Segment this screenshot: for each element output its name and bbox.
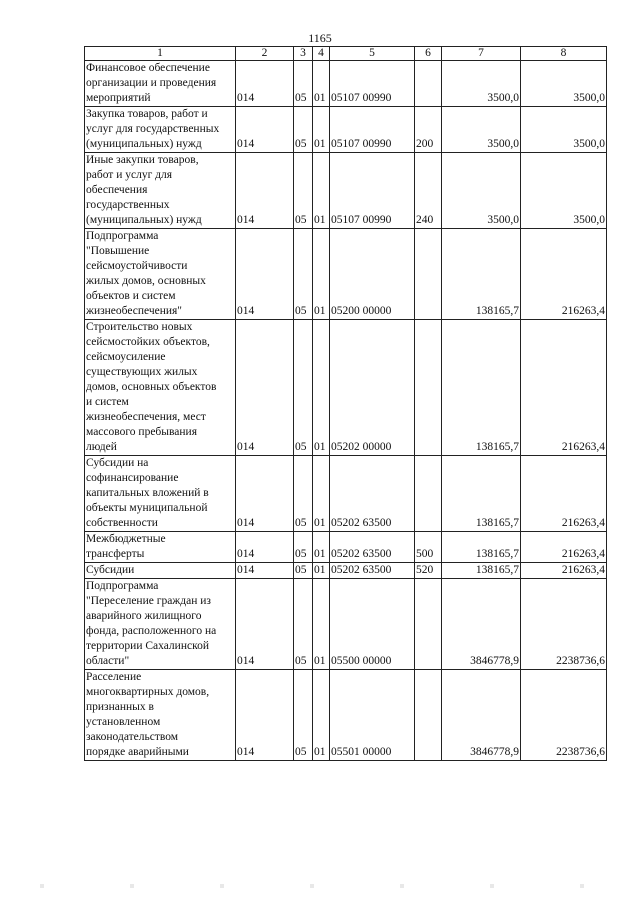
row-name-cell: Подпрограмма "Переселение граждан из аварийного жилищного фонда, расположенного на территории Сахалинской области" bbox=[85, 579, 236, 670]
row-target-cell: 05501 00000 bbox=[330, 670, 415, 761]
row-amount-1-cell: 3500,0 bbox=[442, 61, 521, 107]
header-cell-4: 4 bbox=[313, 47, 330, 61]
row-name-cell: Закупка товаров, работ и услуг для государственных (муниципальных) нужд bbox=[85, 107, 236, 153]
row-amount-1-cell: 3500,0 bbox=[442, 107, 521, 153]
row-code-cell: 014 bbox=[236, 153, 294, 229]
table-row bbox=[85, 670, 607, 761]
row-target-cell: 05107 00990 bbox=[330, 61, 415, 107]
row-code-cell: 014 bbox=[236, 456, 294, 532]
row-subsection-cell: 01 bbox=[313, 61, 330, 107]
row-target-cell: 05202 63500 bbox=[330, 563, 415, 579]
budget-table bbox=[84, 46, 607, 761]
table-header-row bbox=[85, 47, 607, 61]
row-amount-2-cell: 2238736,6 bbox=[521, 579, 607, 670]
row-section-cell: 05 bbox=[294, 579, 313, 670]
row-name-cell: Межбюджетные трансферты bbox=[85, 532, 236, 563]
table-row bbox=[85, 320, 607, 456]
row-type-cell: 200 bbox=[415, 107, 442, 153]
row-amount-2-cell: 216263,4 bbox=[521, 456, 607, 532]
row-section-cell: 05 bbox=[294, 532, 313, 563]
table-row bbox=[85, 456, 607, 532]
row-target-cell: 05200 00000 bbox=[330, 229, 415, 320]
table-row bbox=[85, 229, 607, 320]
header-cell-2: 2 bbox=[236, 47, 294, 61]
row-subsection-cell: 01 bbox=[313, 563, 330, 579]
row-code-cell: 014 bbox=[236, 61, 294, 107]
row-section-cell: 05 bbox=[294, 563, 313, 579]
header-cell-1: 1 bbox=[85, 47, 236, 61]
row-target-cell: 05500 00000 bbox=[330, 579, 415, 670]
row-amount-1-cell: 3500,0 bbox=[442, 153, 521, 229]
row-section-cell: 05 bbox=[294, 107, 313, 153]
header-cell-8: 8 bbox=[521, 47, 607, 61]
row-amount-2-cell: 216263,4 bbox=[521, 563, 607, 579]
row-subsection-cell: 01 bbox=[313, 670, 330, 761]
row-name-cell: Иные закупки товаров, работ и услуг для обеспечения государственных (муниципальных) нужд bbox=[85, 153, 236, 229]
row-name-cell: Субсидии на софинансирование капитальных вложений в объекты муниципальной собственности bbox=[85, 456, 236, 532]
row-code-cell: 014 bbox=[236, 229, 294, 320]
page-number: 1165 bbox=[308, 31, 332, 45]
row-section-cell: 05 bbox=[294, 670, 313, 761]
row-amount-2-cell: 3500,0 bbox=[521, 107, 607, 153]
table-row bbox=[85, 579, 607, 670]
row-section-cell: 05 bbox=[294, 456, 313, 532]
row-name-cell: Субсидии bbox=[85, 563, 236, 579]
header-cell-6: 6 bbox=[415, 47, 442, 61]
row-target-cell: 05202 00000 bbox=[330, 320, 415, 456]
row-subsection-cell: 01 bbox=[313, 456, 330, 532]
row-amount-2-cell: 216263,4 bbox=[521, 229, 607, 320]
row-target-cell: 05107 00990 bbox=[330, 107, 415, 153]
row-code-cell: 014 bbox=[236, 107, 294, 153]
row-amount-2-cell: 3500,0 bbox=[521, 153, 607, 229]
row-subsection-cell: 01 bbox=[313, 107, 330, 153]
row-amount-2-cell: 216263,4 bbox=[521, 320, 607, 456]
row-name-cell: Подпрограмма "Повышение сейсмоустойчивости жилых домов, основных объектов и систем жизнеобеспечения" bbox=[85, 229, 236, 320]
header-cell-7: 7 bbox=[442, 47, 521, 61]
row-amount-1-cell: 138165,7 bbox=[442, 532, 521, 563]
row-section-cell: 05 bbox=[294, 229, 313, 320]
table-row bbox=[85, 563, 607, 579]
row-section-cell: 05 bbox=[294, 320, 313, 456]
row-target-cell: 05107 00990 bbox=[330, 153, 415, 229]
row-type-cell: 500 bbox=[415, 532, 442, 563]
header-cell-5: 5 bbox=[330, 47, 415, 61]
row-amount-2-cell: 216263,4 bbox=[521, 532, 607, 563]
row-code-cell: 014 bbox=[236, 563, 294, 579]
header-cell-3: 3 bbox=[294, 47, 313, 61]
row-subsection-cell: 01 bbox=[313, 579, 330, 670]
scan-noise-strip bbox=[0, 884, 640, 888]
row-subsection-cell: 01 bbox=[313, 229, 330, 320]
table-row bbox=[85, 532, 607, 563]
row-code-cell: 014 bbox=[236, 670, 294, 761]
row-code-cell: 014 bbox=[236, 320, 294, 456]
row-amount-1-cell: 138165,7 bbox=[442, 229, 521, 320]
row-amount-1-cell: 3846778,9 bbox=[442, 579, 521, 670]
row-subsection-cell: 01 bbox=[313, 153, 330, 229]
row-type-cell bbox=[415, 320, 442, 456]
row-type-cell bbox=[415, 670, 442, 761]
row-type-cell bbox=[415, 229, 442, 320]
row-type-cell bbox=[415, 579, 442, 670]
row-section-cell: 05 bbox=[294, 153, 313, 229]
row-name-cell: Расселение многоквартирных домов, признанных в установленном законодательством порядке аварийными bbox=[85, 670, 236, 761]
row-subsection-cell: 01 bbox=[313, 532, 330, 563]
row-subsection-cell: 01 bbox=[313, 320, 330, 456]
row-type-cell bbox=[415, 61, 442, 107]
row-amount-1-cell: 138165,7 bbox=[442, 563, 521, 579]
row-code-cell: 014 bbox=[236, 579, 294, 670]
table-row bbox=[85, 61, 607, 107]
row-name-cell: Финансовое обеспечение организации и проведения мероприятий bbox=[85, 61, 236, 107]
row-type-cell: 520 bbox=[415, 563, 442, 579]
table-row bbox=[85, 153, 607, 229]
row-type-cell bbox=[415, 456, 442, 532]
row-amount-1-cell: 138165,7 bbox=[442, 456, 521, 532]
row-target-cell: 05202 63500 bbox=[330, 456, 415, 532]
row-code-cell: 014 bbox=[236, 532, 294, 563]
table-row bbox=[85, 107, 607, 153]
row-amount-1-cell: 3846778,9 bbox=[442, 670, 521, 761]
row-name-cell: Строительство новых сейсмостойких объектов, сейсмоусиление существующих жилых домов, основных объектов и систем жизнеобеспечения, мест массового пребывания людей bbox=[85, 320, 236, 456]
row-amount-2-cell: 2238736,6 bbox=[521, 670, 607, 761]
row-amount-2-cell: 3500,0 bbox=[521, 61, 607, 107]
row-section-cell: 05 bbox=[294, 61, 313, 107]
row-target-cell: 05202 63500 bbox=[330, 532, 415, 563]
row-amount-1-cell: 138165,7 bbox=[442, 320, 521, 456]
row-type-cell: 240 bbox=[415, 153, 442, 229]
